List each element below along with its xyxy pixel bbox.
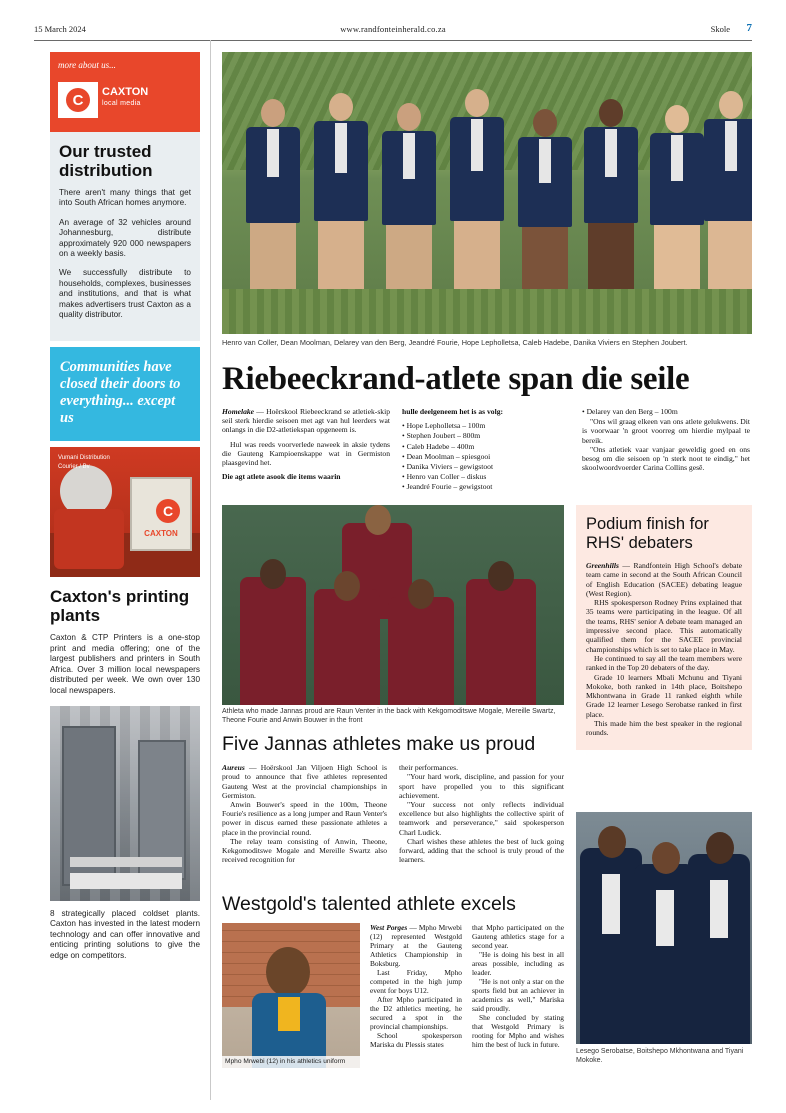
article-paragraph: "He is doing his best in all areas possible, including as leader. xyxy=(472,950,564,977)
printing-plants-heading: Caxton's printing plants xyxy=(50,587,190,626)
masthead-section: Skole xyxy=(710,24,730,34)
article-column-2 xyxy=(402,407,570,493)
mpho-photo-caption: Mpho Mrwebi (12) in his athletics uniform xyxy=(222,1056,360,1068)
debaters-sidebar-article xyxy=(576,505,752,750)
article-lead-in: Aureus xyxy=(222,763,245,773)
debaters-heading: Podium finish for RHS' debaters xyxy=(586,515,709,552)
events-list-item: • Dean Moolman – spiesgooi xyxy=(402,452,570,461)
debaters-photo-caption: Lesego Serobatse, Boitshepo Mkhontwana and Tiyani Mokoke. xyxy=(576,1048,744,1064)
masthead-page-number: 7 xyxy=(746,22,752,34)
main-headline: Riebeeckrand-atlete span die seile xyxy=(222,361,690,397)
main-article-columns xyxy=(222,407,752,493)
events-list-item: • Stephen Joubert – 800m xyxy=(402,431,570,440)
jannas-column-2 xyxy=(399,763,564,864)
ad-pullquote-text: Communities have closed their doors to everything... except us xyxy=(60,359,181,427)
lead-photo-caption: Henro van Coller, Dean Moolman, Delarey van den Berg, Jeandré Fourie, Hope Lepholletsa, Caleb Hadebe, Danika Viviers en Stephen Joubert. xyxy=(222,338,688,347)
jannas-athletes-photo xyxy=(222,505,564,705)
article-paragraph: This made him the best speaker in the regional rounds. xyxy=(586,719,742,738)
westgold-columns xyxy=(370,923,564,1068)
ad-heading: Our trusted distribution xyxy=(59,142,153,180)
westgold-column-1 xyxy=(370,923,462,1068)
article-paragraph xyxy=(586,561,742,598)
ad-paragraph: There aren't many things that get into South African homes anymore. xyxy=(59,188,191,208)
events-list-item: • Caleb Hadebe – 400m xyxy=(402,442,570,451)
events-list-item: • Henro van Coller – diskus xyxy=(402,472,570,481)
article-column-1 xyxy=(222,407,390,493)
article-paragraph: The relay team consisting of Anwin, Theone, Kekgomoditswe Mogale and Mereille Swartz also received recognition for xyxy=(222,836,387,865)
athlete-figure xyxy=(448,89,506,289)
article-paragraph: "Your success not only reflects individual excellence but also highlights the collective spirit of teamwork and perseverance," said spokesperson Charl Ludick. xyxy=(399,800,564,837)
main-article xyxy=(222,52,752,493)
article-lead-text: — Randfontein High School's debate team came in second at the South African Council of English Education (SACEE) debating league (West Region). xyxy=(586,561,742,598)
article-paragraph: Hul was reeds voorverlede naweek in aksie tydens die Gauteng Kampioenskappe wat in Germiston plaasgevind het. xyxy=(222,439,390,468)
westgold-article xyxy=(222,893,564,1068)
article-paragraph: "Ons wil graag elkeen van ons atlete gelukwens. Dit is voorwaar 'n groot voorreg om hierdie mylpaal te bereik. xyxy=(582,417,750,445)
jannas-article xyxy=(222,505,564,864)
caxton-ad-header xyxy=(50,52,200,132)
article-paragraph: After Mpho participated in the D2 athletics meeting, he secured a spot in the provincial championships. xyxy=(370,995,462,1031)
printing-plants-paragraph: Caxton & CTP Printers is a one-stop print and media offering; one of the largest publishers and printers in South Africa. Over 3 million local newspapers distributed per week. We own over 130 local newspapers. xyxy=(50,633,200,695)
westgold-heading: Westgold's talented athlete excels xyxy=(222,893,516,915)
article-lead-text: — Hoërskool Riebeeckrand se atletiek-skip seil sterk hierdie seisoen met agt van hul leerders wat onlangs in die D2-atletiekspan opgeneem is. xyxy=(222,407,390,435)
jannas-heading: Five Jannas athletes make us proud xyxy=(222,733,536,756)
westgold-column-2 xyxy=(472,923,564,1068)
caxton-delivery-worker-photo: C CAXTON Vumani Distribution Courier / Bv xyxy=(50,447,200,577)
article-paragraph: that Mpho participated on the Gauteng athletics stage for a second year. xyxy=(472,923,564,950)
article-paragraph: Anwin Bouwer's speed in the 100m, Theone Fourie's resilience as a long jumper and Raun Venter's power in discus earned these passionate athletes a place in the provincial round. xyxy=(222,800,387,837)
caxton-logo xyxy=(58,82,98,118)
events-list xyxy=(402,421,570,491)
article-paragraph xyxy=(370,923,462,968)
caxton-brand-subtext: local media xyxy=(102,100,141,107)
article-paragraph: Charl wishes these athletes the best of luck going forward, adding that the school is truly proud of the learners. xyxy=(399,836,564,865)
caxton-ad-body xyxy=(50,132,200,341)
athlete-figure xyxy=(380,103,438,289)
ad-paragraph: We successfully distribute to households, complexes, businesses and institutions, and that is what makes advertisers trust Caxton as a quality distributor. xyxy=(59,268,191,320)
article-paragraph: School spokesperson Mariska du Plessis states xyxy=(370,1031,462,1049)
article-paragraph: RHS spokesperson Rodney Prins explained that 35 teams were participating in the league. Of all the teams, RHS' senior A debate team managed an impressive second place. This automatically qualified them for the SACEE provincial championships which is set to take place in May. xyxy=(586,598,742,654)
jannas-photo-caption: Athleta who made Jannas proud are Raun Venter in the back with Kekgomoditswe Mogale, Mereille Swartz, Theone Fourie and Anwin Bouwer in the front xyxy=(222,708,556,724)
article-lead-text: — Hoërskool Jan Viljoen High School is proud to announce that five athletes represented Gauteng West at the provincial championships in Germiston. xyxy=(222,763,387,800)
more-about-us-label: more about us... xyxy=(58,60,116,70)
events-list-item: • Delarey van den Berg – 100m xyxy=(582,407,750,416)
athlete-figure xyxy=(648,105,706,289)
article-paragraph xyxy=(222,407,390,435)
caxton-brand-text: CAXTON xyxy=(102,86,149,98)
athlete-figure xyxy=(244,99,302,289)
caxton-ad-block xyxy=(50,52,200,341)
events-list-item: • Hope Lepholletsa – 100m xyxy=(402,421,570,430)
masthead-rule xyxy=(34,40,752,41)
events-list-heading: hulle deelgeneem het is as volg: xyxy=(402,407,504,416)
article-paragraph: He continued to say all the team members were ranked in the Top 20 debaters of the day. xyxy=(586,653,742,673)
grass-foreground xyxy=(222,289,752,334)
events-list-continued xyxy=(582,407,750,416)
article-paragraph: She concluded by stating that Westgold Primary is rooting for Mpho and wishes him the best of luck in future. xyxy=(472,1013,564,1049)
debaters-photo xyxy=(576,812,752,1044)
caxton-brand-name xyxy=(102,86,148,110)
athlete-figure xyxy=(702,91,752,289)
article-subhead: Die agt atlete asook die items waarin xyxy=(222,472,341,482)
events-list-item: • Danika Viviers – gewigstoot xyxy=(402,462,570,471)
jannas-columns xyxy=(222,763,564,864)
ad-paragraph: An average of 32 vehicles around Johannesburg, distribute approximately 920 000 newspapers on a weekly basis. xyxy=(59,217,191,259)
column-divider xyxy=(210,40,211,1100)
ad-pullquote xyxy=(50,347,200,441)
article-paragraph: "He is not only a star on the sports field but an achiever in academics as well," Mariska said proudly. xyxy=(472,977,564,1013)
masthead-url: www.randfonteinherald.co.za xyxy=(340,24,446,34)
jannas-column-1 xyxy=(222,763,387,864)
article-paragraph: "Your hard work, discipline, and passion for your sport have propelled you to this significant achievement. xyxy=(399,772,564,800)
caxton-logo-letter: C xyxy=(66,88,90,112)
westgold-row xyxy=(222,923,564,1068)
article-paragraph: their performances. xyxy=(399,763,459,773)
mpho-mrwebi-photo xyxy=(222,923,360,1068)
article-paragraph xyxy=(222,763,387,800)
events-list-item: • Jeandré Fourie – gewigstoot xyxy=(402,482,570,491)
riebeeckrand-team-photo xyxy=(222,52,752,334)
article-lead-in: Homelake xyxy=(222,407,255,416)
printing-press-photo xyxy=(50,706,200,901)
athlete-figure xyxy=(582,99,640,289)
sidebar-advertorial xyxy=(50,52,200,961)
article-column-3 xyxy=(582,407,750,493)
article-paragraph: "Ons atletiek vaar vanjaar geweldig goed en ons besog om die seisoen op 'n sterk noot te eindig," het skoolwoordvoerder Carina Collins gesê. xyxy=(582,444,750,473)
printing-plants-paragraph: 8 strategically placed coldset plants. Caxton has invested in the latest modern technology and can offer innovative and enticing printing solutions to give the edge on competitors. xyxy=(50,908,200,960)
article-paragraph: Grade 10 learners Mbali Mchunu and Tiyani Mokoke, both ranked in 14th place, Boitshepo Mkhontwana in Grade 11 ranked eighth while Grade 12 learner Lesego Serobatse ranked in first place. xyxy=(586,672,742,719)
athlete-figure xyxy=(516,109,574,289)
masthead-date: 15 March 2024 xyxy=(34,24,86,34)
article-lead-text: — Mpho Mrwebi (12) represented Westgold Primary at the Gauteng Athletics Championship in Boksburg. xyxy=(370,923,462,968)
athlete-figure xyxy=(312,93,370,289)
article-lead-in: West Porges xyxy=(370,923,408,932)
article-paragraph: Last Friday, Mpho competed in the high jump event for boys U12. xyxy=(370,968,462,995)
article-lead-in: Greenhills xyxy=(586,561,619,570)
